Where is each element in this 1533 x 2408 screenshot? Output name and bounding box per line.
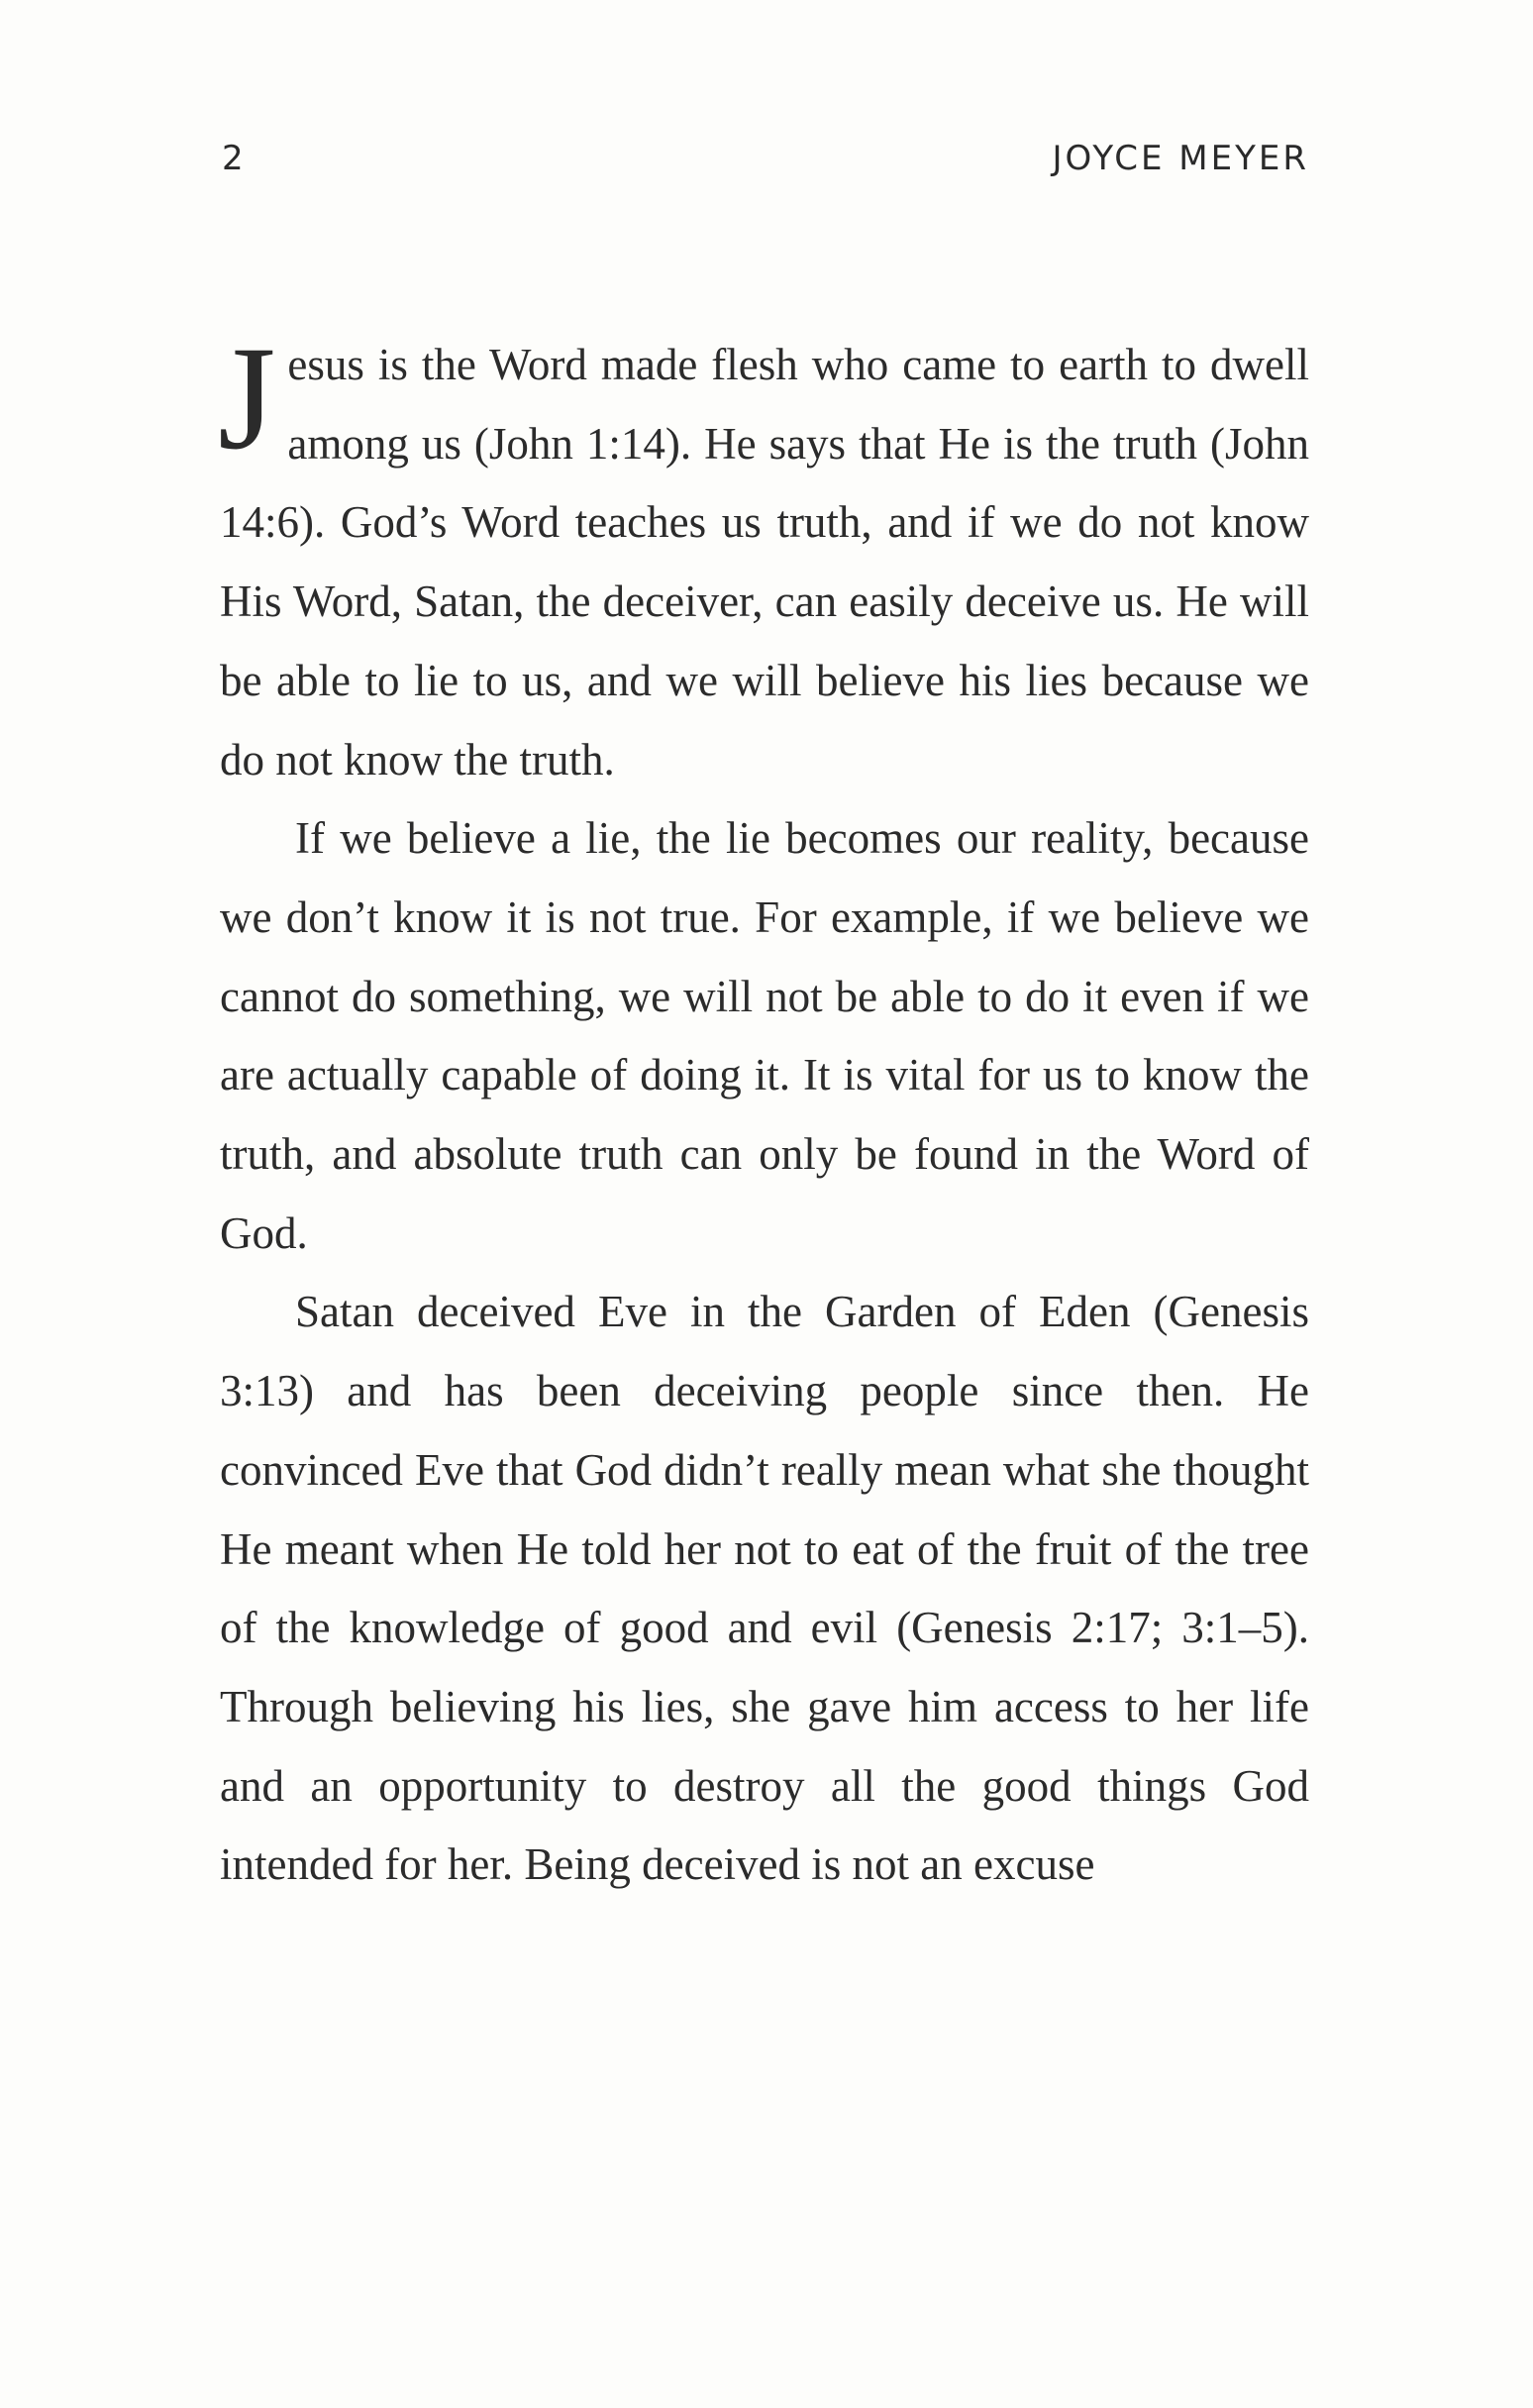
paragraph-2: If we believe a lie, the lie becomes our reality, because we don’t know it is not true. For example, if we believe we cannot do something, we will not be able to do it even if we are actually capable of doing it. It is vital for us to know the truth, and absolute truth can only be found in the Word of God. bbox=[220, 813, 1309, 1258]
paragraph-1-text: esus is the Word made flesh who came to earth to dwell among us (John 1:14). He says that He is the truth (John 14:6). God’s Word teaches us truth, and if we do not know His Word, Satan, the deceiver, can easily deceive us. He will be able to lie to us, and we will believe his lies because we do not know the truth. bbox=[220, 340, 1309, 785]
page-number: 2 bbox=[222, 139, 246, 178]
paragraph-3: Satan deceived Eve in the Garden of Eden (Genesis 3:13) and has been deceiving people since then. He convinced Eve that God didn’t really mean what she thought He meant when He told her not to eat of the fruit of the tree of the knowledge of good and evil (Genesis 2:17; 3:1–5). Through believing his lies, she gave him access to her life and an opportunity to destroy all the good things God intended for her. Being deceived is not an excuse bbox=[220, 1287, 1309, 1890]
drop-cap: J bbox=[218, 316, 276, 480]
body-text bbox=[218, 316, 1309, 1905]
author-name: JOYCE MEYER bbox=[1052, 139, 1309, 178]
paragraph-1 bbox=[218, 316, 1309, 799]
running-head bbox=[222, 139, 1309, 188]
